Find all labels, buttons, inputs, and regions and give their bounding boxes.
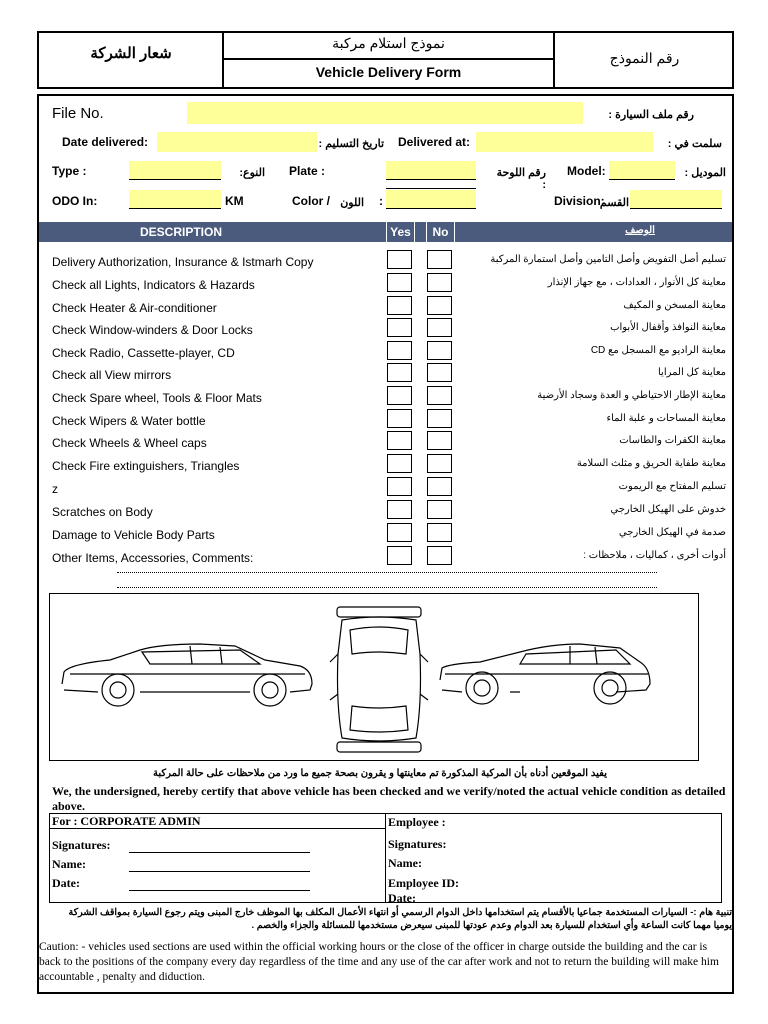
certification-text-en: We, the undersigned, hereby certify that above vehicle has been checked and we verify/noted the actual vehicle condition as detailed above. <box>52 784 726 813</box>
yes-checkbox[interactable] <box>387 296 412 315</box>
form-number-label: رقم النموذج <box>609 50 680 66</box>
no-checkbox[interactable] <box>427 409 452 428</box>
yes-checkbox[interactable] <box>387 409 412 428</box>
division-field[interactable] <box>630 190 722 209</box>
admin-date-label: Date: <box>52 876 80 890</box>
file-no-label-ar: رقم ملف السيارة : <box>608 109 694 121</box>
no-header: No <box>426 222 455 242</box>
date-delivered-label: Date delivered: <box>62 135 149 149</box>
comment-line[interactable] <box>117 587 657 588</box>
item-label-ar: معاينة الإطار الاحتياطي و العدة وسجاد الأرضية <box>537 390 726 401</box>
item-label-ar: أدوات أخرى ، كماليات ، ملاحظات : <box>583 550 726 561</box>
item-label-ar: معاينة كل الأنوار ، العدادات ، مع جهاز الإنذار <box>547 277 726 288</box>
header-divider-mid <box>222 58 555 60</box>
caution-text-en: Caution: - vehicles used sections are used within the official working hours or the close of the officer in charge outside the building and the car is back to the positions of the company every day regardless of the time and any use of the car after work and not to return the building will make him accountable , penalty and diduction. <box>39 941 719 983</box>
caution-text-ar: تنبية هام :- السيارات المستخدمة جماعيا بالأقسام يتم استخدامها داخل الدوام الرسمي أو انتهاء الأعمال المكلف بها الموظف خارج المبنى ويتم رجوع السيارة بمواقف الشركة يوميا مهما كانت الساعة وأي استخدام للسيارة بعد الدوام وعدم عودتها للمبنى سيعرض مستخدمها للمسائلة والجزاء والخصم . <box>68 907 732 931</box>
plate-field[interactable] <box>386 161 476 180</box>
yes-checkbox[interactable] <box>387 318 412 337</box>
description-header: DESCRIPTION <box>140 225 223 239</box>
odo-in-field[interactable] <box>129 190 221 209</box>
employee-date-label: Date: <box>388 891 416 905</box>
km-label: KM <box>225 194 244 208</box>
date-delivered-label-ar: تاريخ التسليم : <box>318 138 384 150</box>
employee-header: Employee : <box>388 815 446 829</box>
yes-checkbox[interactable] <box>387 523 412 542</box>
date-delivered-field[interactable] <box>157 132 317 152</box>
item-label: Check Fire extinguishers, Triangles <box>52 459 240 473</box>
item-label: Check Wheels & Wheel caps <box>52 436 207 450</box>
car-right-side-view <box>440 644 650 704</box>
item-label-ar: معاينة الكفرات والطاسات <box>619 435 726 446</box>
employee-signatures-label: Signatures: <box>388 837 447 851</box>
yes-header: Yes <box>386 222 415 242</box>
item-label: Check all View mirrors <box>52 368 172 382</box>
item-label-ar: معاينة المساحات و علبة الماء <box>606 413 726 424</box>
vehicle-diagram <box>50 594 698 760</box>
plate-label: Plate : <box>289 164 326 178</box>
signature-table-divider <box>385 813 386 903</box>
no-checkbox[interactable] <box>427 296 452 315</box>
item-label: Other Items, Accessories, Comments: <box>52 551 254 565</box>
item-label: Check Spare wheel, Tools & Floor Mats <box>52 391 262 405</box>
yes-checkbox[interactable] <box>387 386 412 405</box>
no-checkbox[interactable] <box>427 431 452 450</box>
color-label-ar: اللون <box>340 197 364 209</box>
item-label: z <box>52 482 58 496</box>
division-label-ar: القسم <box>599 197 629 209</box>
model-label-ar: الموديل : <box>684 167 726 179</box>
delivered-at-field[interactable] <box>476 132 653 152</box>
no-checkbox[interactable] <box>427 523 452 542</box>
admin-signatures-label: Signatures: <box>52 838 111 852</box>
item-label: Damage to Vehicle Body Parts <box>52 528 215 542</box>
file-no-label: File No. <box>52 105 104 122</box>
yes-checkbox[interactable] <box>387 431 412 450</box>
yes-checkbox[interactable] <box>387 341 412 360</box>
yes-checkbox[interactable] <box>387 250 412 269</box>
company-logo-placeholder: شعار الشركة <box>90 45 172 62</box>
admin-date-field[interactable] <box>129 878 310 891</box>
item-label: Check all Lights, Indicators & Hazards <box>52 278 255 292</box>
plate-label-ar: رقم اللوحة : <box>496 167 546 191</box>
item-label-ar: معاينة الراديو مع المسجل مع CD <box>590 345 726 356</box>
certification-text-ar: يفيد الموقعين أدناه بأن المركبة المذكورة تم معاينتها و يقرون بصحة جميع ما ورد من ملاحظات على حالة المركبة <box>153 768 607 779</box>
item-label-ar: معاينة طفاية الحريق و مثلث السلامة <box>576 458 726 469</box>
division-label: Division: <box>554 194 605 208</box>
model-field[interactable] <box>609 161 675 180</box>
yes-checkbox[interactable] <box>387 477 412 496</box>
item-label-ar: معاينة كل المرايا <box>657 367 726 378</box>
item-label-ar: معاينة المسخن و المكيف <box>623 300 726 311</box>
admin-signature-field[interactable] <box>129 840 310 853</box>
item-label: Check Window-winders & Door Locks <box>52 323 253 337</box>
type-label-ar: النوع: <box>239 167 265 179</box>
employee-id-label: Employee ID: <box>388 876 459 890</box>
no-checkbox[interactable] <box>427 454 452 473</box>
no-checkbox[interactable] <box>427 250 452 269</box>
yes-checkbox[interactable] <box>387 500 412 519</box>
color-field[interactable] <box>386 190 476 209</box>
item-label: Check Radio, Cassette-player, CD <box>52 346 235 360</box>
car-top-view <box>330 607 428 752</box>
form-title-en: Vehicle Delivery Form <box>315 64 462 80</box>
admin-header: For : CORPORATE ADMIN <box>52 814 201 828</box>
description-header-ar: الوصف <box>625 225 655 236</box>
no-checkbox[interactable] <box>427 546 452 565</box>
no-checkbox[interactable] <box>427 386 452 405</box>
item-label: Check Wipers & Water bottle <box>52 414 206 428</box>
file-no-field[interactable] <box>187 102 583 124</box>
admin-name-field[interactable] <box>129 859 310 872</box>
yes-checkbox[interactable] <box>387 454 412 473</box>
employee-name-label: Name: <box>388 856 422 870</box>
item-label: Delivery Authorization, Insurance & Istmarh Copy <box>52 255 314 269</box>
item-label-ar: معاينة النوافذ وأقفال الأبواب <box>610 322 726 333</box>
item-label-ar: خدوش على الهيكل الخارجي <box>610 504 726 515</box>
odo-in-label: ODO In: <box>52 194 98 208</box>
item-label: Scratches on Body <box>52 505 153 519</box>
car-left-side-view <box>62 644 312 706</box>
color-label: Color / <box>292 194 330 208</box>
item-label-ar: تسليم المفتاح مع الريموت <box>618 481 726 492</box>
admin-name-label: Name: <box>52 857 86 871</box>
yes-checkbox[interactable] <box>387 363 412 382</box>
delivered-at-label: Delivered at: <box>398 135 471 149</box>
admin-header-underline <box>49 828 386 829</box>
type-label: Type : <box>52 164 87 178</box>
no-checkbox[interactable] <box>427 477 452 496</box>
type-field[interactable] <box>129 161 221 180</box>
item-label-ar: تسليم أصل التفويض وأصل التامين وأصل استمارة المركبة <box>490 254 726 265</box>
yes-checkbox[interactable] <box>387 546 412 565</box>
form-title-ar: نموذج استلام مركبة <box>332 35 445 51</box>
no-checkbox[interactable] <box>427 500 452 519</box>
yes-checkbox[interactable] <box>387 273 412 292</box>
no-checkbox[interactable] <box>427 363 452 382</box>
comment-line[interactable] <box>117 572 657 573</box>
delivered-at-label-ar: سلمت في : <box>667 138 722 150</box>
color-field-top[interactable] <box>386 180 476 189</box>
item-label: Check Heater & Air-conditioner <box>52 301 217 315</box>
no-checkbox[interactable] <box>427 273 452 292</box>
item-label-ar: صدمة في الهيكل الخارجي <box>618 527 726 538</box>
no-checkbox[interactable] <box>427 318 452 337</box>
no-checkbox[interactable] <box>427 341 452 360</box>
model-label: Model: <box>567 164 606 178</box>
color-colon: : <box>379 194 383 208</box>
